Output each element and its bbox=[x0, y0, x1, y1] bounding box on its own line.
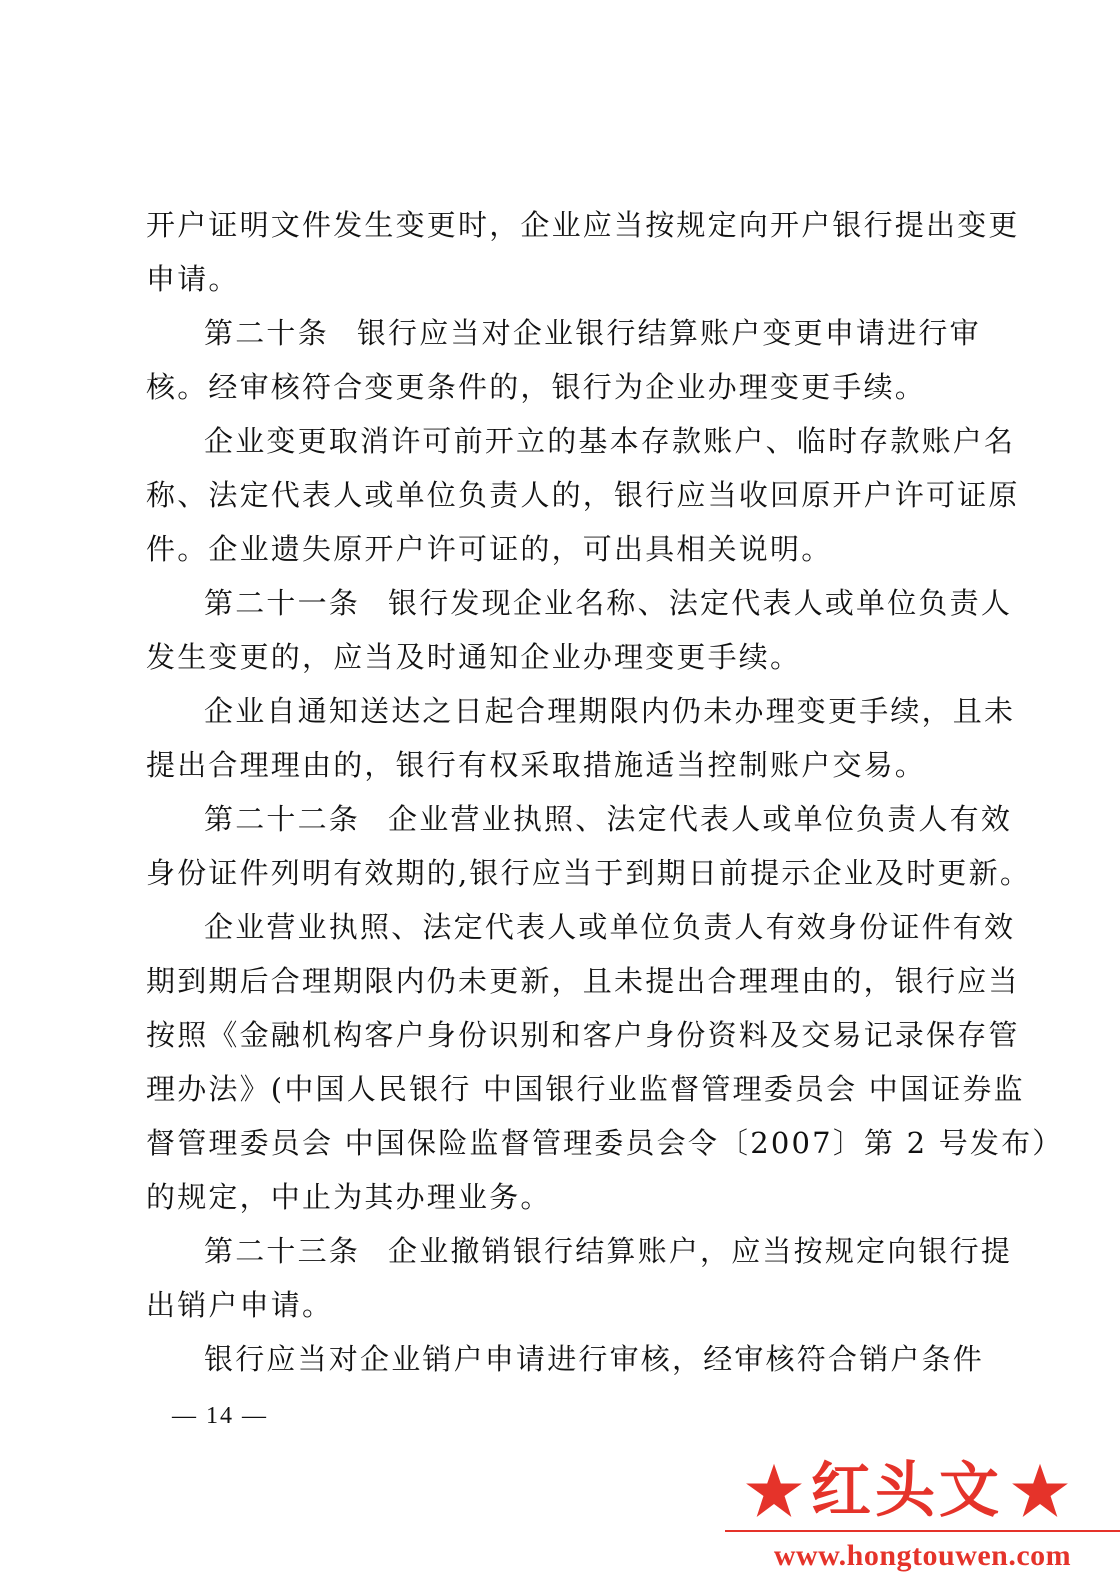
text-line: 按照《金融机构客户身份识别和客户身份资料及交易记录保存管 bbox=[146, 1018, 1020, 1052]
watermark bbox=[725, 1448, 1120, 1585]
text-line: 出销户申请。 bbox=[146, 1288, 334, 1322]
text-line: 开户证明文件发生变更时，企业应当按规定向开户银行提出变更 bbox=[146, 208, 1020, 242]
article-heading: 第二十一条 bbox=[204, 586, 361, 620]
text-line: 发生变更的，应当及时通知企业办理变更手续。 bbox=[146, 640, 802, 674]
star-icon bbox=[743, 1460, 805, 1522]
article-heading: 第二十三条 bbox=[204, 1234, 361, 1268]
watermark-url: www.hongtouwen.com bbox=[773, 1539, 1072, 1572]
text-line: 的规定，中止为其办理业务。 bbox=[146, 1180, 552, 1214]
article-heading: 第二十二条 bbox=[204, 802, 361, 836]
article-text: 企业营业执照、法定代表人或单位负责人有效 bbox=[388, 802, 1013, 836]
article-text: 企业撤销银行结算账户，应当按规定向银行提 bbox=[388, 1234, 1013, 1268]
article-23-line bbox=[146, 1224, 1013, 1278]
watermark-text: 红头文 bbox=[811, 1456, 1003, 1526]
watermark-logo bbox=[743, 1448, 1071, 1534]
article-21-line bbox=[146, 576, 1013, 630]
text-line: 核。经审核符合变更条件的，银行为企业办理变更手续。 bbox=[146, 370, 927, 404]
text-line: 称、法定代表人或单位负责人的，银行应当收回原开户许可证原 bbox=[146, 478, 1020, 512]
text-line: 件。企业遗失原开户许可证的，可出具相关说明。 bbox=[146, 532, 833, 566]
article-22-line bbox=[146, 792, 1013, 846]
text-line: 督管理委员会 中国保险监督管理委员会令〔2007〕第 2 号发布） bbox=[146, 1126, 1064, 1160]
watermark-rule bbox=[725, 1530, 1120, 1532]
text-line: 企业自通知送达之日起合理期限内仍未办理变更手续，且未 bbox=[204, 694, 1016, 728]
star-icon bbox=[1009, 1460, 1071, 1522]
article-text: 银行应当对企业银行结算账户变更申请进行审 bbox=[356, 316, 981, 350]
text-line: 银行应当对企业销户申请进行审核，经审核符合销户条件 bbox=[204, 1342, 985, 1376]
page-number: — 14 — bbox=[172, 1403, 268, 1429]
text-line: 理办法》(中国人民银行 中国银行业监督管理委员会 中国证券监 bbox=[146, 1072, 1025, 1106]
text-line: 企业营业执照、法定代表人或单位负责人有效身份证件有效 bbox=[204, 910, 1016, 944]
article-heading: 第二十条 bbox=[204, 316, 329, 350]
text-line: 申请。 bbox=[146, 262, 240, 296]
text-line: 身份证件列明有效期的,银行应当于到期日前提示企业及时更新。 bbox=[146, 856, 1032, 890]
text-line: 提出合理理由的，银行有权采取措施适当控制账户交易。 bbox=[146, 748, 927, 782]
document-body bbox=[146, 198, 1064, 1386]
article-20-line bbox=[146, 306, 981, 360]
article-text: 银行发现企业名称、法定代表人或单位负责人 bbox=[388, 586, 1013, 620]
text-line: 期到期后合理期限内仍未更新，且未提出合理理由的，银行应当 bbox=[146, 964, 1020, 998]
text-line: 企业变更取消许可前开立的基本存款账户、临时存款账户名 bbox=[204, 424, 1016, 458]
